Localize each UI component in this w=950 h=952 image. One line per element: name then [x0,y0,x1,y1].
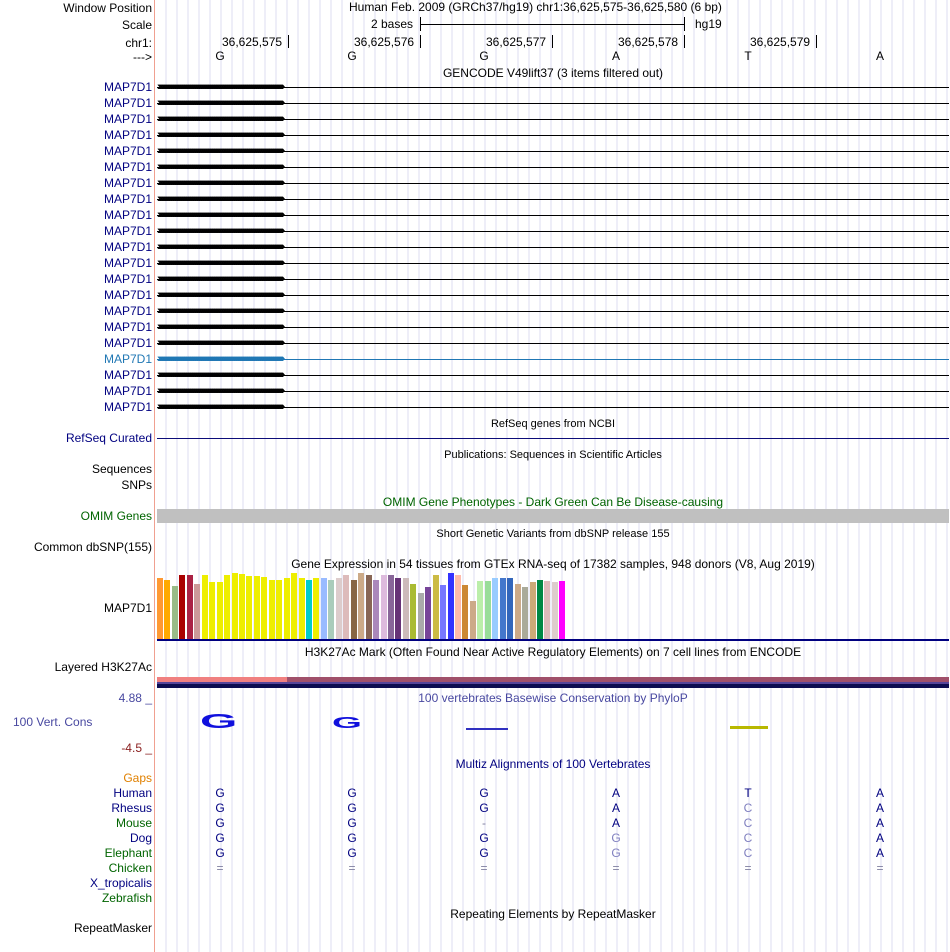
omim-track-label[interactable]: OMIM Genes [80,509,152,523]
strand-arrows: ››››››››››››››››››››››››››››››››››››››››››››››››››››››››››››››››››››››››››››››››››››››››››››››››››››››››››››››››››››››››››››››››››››››››››››››››››››››››››››››››››››››››››››››››››››››››››››› [157,369,283,381]
multiz-species-label[interactable]: Elephant [104,846,152,860]
publications-track-title[interactable]: Publications: Sequences in Scientific Articles [444,449,662,461]
scale-bar-text: 2 bases [371,17,414,31]
dna-base: T [744,49,752,63]
dna-base: A [611,49,620,63]
dna-base: G [215,49,225,63]
gtex-tissue-bar[interactable] [507,578,513,639]
gencode-gene-label[interactable]: MAP7D1 [103,336,152,350]
strand-arrows: ››››››››››››››››››››››››››››››››››››››››››››››››››››››››››››››››››››››››››››››››››››››››››››››››››››››››››››››››››››››››››››››››››››››››››››››››››››››››››››››››››››››››››››››››››››››››››››› [157,289,283,301]
gtex-tissue-bar[interactable] [552,582,558,639]
multiz-base: G [215,831,225,845]
gencode-gene-label[interactable]: MAP7D1 [103,144,152,158]
chrom-label: chr1: [125,36,152,50]
gencode-transcript[interactable] [157,224,949,240]
multiz-base: G [347,831,357,845]
strand-arrows: ››››››››››››››››››››››››››››››››››››››››››››››››››››››››››››››››››››››››››››››››››››››››››››››››››››››››››››››››››››››››››››››››››››››››››››››››››››››››››››››››››››››››››››››››››››››››››››› [157,113,283,125]
omim-gene-bar[interactable] [157,509,949,523]
phylop-logo-letter: G [332,715,362,732]
omim-track-title[interactable]: OMIM Gene Phenotypes - Dark Green Can Be Disease-causing [382,495,724,509]
gencode-gene-label[interactable]: MAP7D1 [103,160,152,174]
gencode-gene-label[interactable]: MAP7D1 [103,272,152,286]
gtex-tissue-bar[interactable] [381,575,387,639]
ruler-tick [420,35,421,48]
gencode-transcript[interactable] [157,352,949,368]
strand-arrows: ››››››››››››››››››››››››››››››››››››››››››››››››››››››››››››››››››››››››››››››››››››››››››››››››››››››››››››››››››››››››››››››››››››››››››››››››››››››››››››››››››››››››››››››››››››››››››››› [157,225,283,237]
multiz-base: G [215,801,225,815]
gtex-baseline [157,639,949,641]
h3k27ac-track-label[interactable]: Layered H3K27Ac [54,660,152,674]
multiz-base: A [875,816,884,830]
phylop-max-label: 4.88 _ [118,691,152,705]
gencode-transcript[interactable] [157,80,949,96]
gtex-tissue-bar[interactable] [440,585,446,639]
gtex-tissue-bar[interactable] [276,580,282,639]
gtex-tissue-bar[interactable] [284,578,290,639]
gencode-gene-label[interactable]: MAP7D1 [103,192,152,206]
multiz-base: C [743,801,753,815]
gtex-tissue-bar[interactable] [202,575,208,639]
multiz-species-label[interactable]: Mouse [115,816,152,830]
dna-base: G [347,49,357,63]
strand-arrows: ››››››››››››››››››››››››››››››››››››››››››››››››››››››››››››››››››››››››››››››››››››››››››››››››››››››››››››››››››››››››››››››››››››››››››››››››››››››››››››››››››››››››››››››››››››››››››››› [157,305,283,317]
multiz-base: A [875,801,884,815]
refseq-track-label[interactable]: RefSeq Curated [65,431,152,445]
multiz-base: C [743,816,753,830]
gtex-tissue-bar[interactable] [217,582,223,639]
multiz-species-label[interactable]: Dog [129,831,152,845]
multiz-base: G [347,786,357,800]
multiz-base: G [611,831,621,845]
strand-arrows: ››››››››››››››››››››››››››››››››››››››››››››››››››››››››››››››››››››››››››››››››››››››››››››››››››››››››››››››››››››››››››››››››››››››››››››››››››››››››››››››››››››››››››››››››››››››››››››› [157,257,283,269]
ruler-tick [552,35,553,48]
scale-db-label: hg19 [695,17,722,31]
gtex-tissue-bar[interactable] [351,580,357,639]
gencode-transcript[interactable] [157,192,949,208]
multiz-base: T [744,786,752,800]
multiz-base: A [611,816,620,830]
gencode-gene-label[interactable]: MAP7D1 [103,240,152,254]
multiz-base: A [611,801,620,815]
ruler-coordinate: 36,625,577 [486,35,547,49]
gtex-tissue-bar[interactable] [500,578,506,639]
gtex-tissue-bar[interactable] [313,578,319,639]
strand-arrows: ››››››››››››››››››››››››››››››››››››››››››››››››››››››››››››››››››››››››››››››››››››››››››››››››››››››››››››››››››››››››››››››››››››››››››››››››››››››››››››››››››››››››››››››››››››››››››››› [157,273,283,285]
gencode-transcript[interactable] [157,128,949,144]
gtex-tissue-bar[interactable] [492,578,498,639]
ruler-coordinate: 36,625,578 [618,35,679,49]
strand-arrows: ››››››››››››››››››››››››››››››››››››››››››››››››››››››››››››››››››››››››››››››››››››››››››››››››››››››››››››››››››››››››››››››››››››››››››››››››››››››››››››››››››››››››››››››››››››››››››››› [157,401,283,413]
multiz-species-label[interactable]: Rhesus [111,801,152,815]
gencode-gene-label[interactable]: MAP7D1 [103,208,152,222]
gtex-tissue-bar[interactable] [455,575,461,639]
gencode-gene-label[interactable]: MAP7D1 [103,400,152,414]
gtex-tissue-bar[interactable] [522,587,528,639]
multiz-base: - [482,816,486,830]
gtex-tissue-bar[interactable] [366,575,372,639]
gtex-tissue-bar[interactable] [477,581,483,639]
h3k27ac-track-title[interactable]: H3K27Ac Mark (Often Found Near Active Regulatory Elements) on 7 cell lines from ENCODE [304,645,802,659]
refseq-track-title[interactable]: RefSeq genes from NCBI [490,418,616,430]
gtex-tissue-bar[interactable] [388,575,394,639]
gencode-gene-label[interactable]: MAP7D1 [103,176,152,190]
gencode-gene-label[interactable]: MAP7D1 [103,128,152,142]
gtex-tissue-bar[interactable] [485,581,491,639]
ruler-coordinate: 36,625,576 [354,35,415,49]
multiz-base: G [347,801,357,815]
strand-arrows: ››››››››››››››››››››››››››››››››››››››››››››››››››››››››››››››››››››››››››››››››››››››››››››››››››››››››››››››››››››››››››››››››››››››››››››››››››››››››››››››››››››››››››››››››››››››››››››› [157,385,283,397]
gtex-tissue-bar[interactable] [373,580,379,639]
gtex-tissue-bar[interactable] [261,577,267,639]
refseq-gene-line[interactable] [157,438,949,439]
gtex-tissue-bar[interactable] [343,575,349,639]
gtex-tissue-bar[interactable] [194,584,200,639]
multiz-base: C [743,846,753,860]
gtex-tissue-bar[interactable] [254,576,260,639]
phylop-track-title[interactable]: 100 vertebrates Basewise Conservation by PhyloP [418,691,688,705]
gtex-tissue-bar[interactable] [224,575,230,639]
gtex-tissue-bar[interactable] [328,580,334,639]
multiz-gaps-label[interactable]: Gaps [123,771,152,785]
gtex-tissue-bar[interactable] [403,578,409,639]
multiz-base: G [479,846,489,860]
gencode-transcript[interactable] [157,112,949,128]
strand-arrows: ››››››››››››››››››››››››››››››››››››››››››››››››››››››››››››››››››››››››››››››››››››››››››››››››››››››››››››››››››››››››››››››››››››››››››››››››››››››››››››››››››››››››››››››››››››››››››››› [157,161,283,173]
publications-sequences-label[interactable]: Sequences [91,462,152,476]
gtex-tissue-bar[interactable] [157,578,163,639]
gtex-track-title[interactable]: Gene Expression in 54 tissues from GTEx RNA-seq of 17382 samples, 948 donors (V8, Aug 2019) [291,557,815,571]
gencode-transcript[interactable] [157,384,949,400]
gencode-transcript[interactable] [157,336,949,352]
strand-arrows: ››››››››››››››››››››››››››››››››››››››››››››››››››››››››››››››››››››››››››››››››››››››››››››››››››››››››››››››››››››››››››››››››››››››››››››››››››››››››››››››››››››››››››››››››››››››››››››› [157,353,283,365]
gtex-tissue-bar[interactable] [291,573,297,639]
gencode-gene-label[interactable]: MAP7D1 [103,112,152,126]
multiz-base: = [216,861,224,875]
strand-arrows: ››››››››››››››››››››››››››››››››››››››››››››››››››››››››››››››››››››››››››››››››››››››››››››››››››››››››››››››››››››››››››››››››››››››››››››››››››››››››››››››››››››››››››››››››››››››››››››› [157,241,283,253]
strand-arrows: ››››››››››››››››››››››››››››››››››››››››››››››››››››››››››››››››››››››››››››››››››››››››››››››››››››››››››››››››››››››››››››››››››››››››››››››››››››››››››››››››››››››››››››››››››››››››››››› [157,321,283,333]
strand-arrows: ››››››››››››››››››››››››››››››››››››››››››››››››››››››››››››››››››››››››››››››››››››››››››››››››››››››››››››››››››››››››››››››››››››››››››››››››››››››››››››››››››››››››››››››››››››››››››››› [157,97,283,109]
gencode-transcript[interactable] [157,240,949,256]
multiz-base: A [875,786,884,800]
multiz-base: A [875,846,884,860]
gencode-transcript[interactable] [157,256,949,272]
gtex-tissue-bar[interactable] [187,575,193,639]
multiz-base: G [215,786,225,800]
gtex-tissue-bar[interactable] [410,584,416,639]
gencode-transcript[interactable] [157,320,949,336]
dbsnp-track-label[interactable]: Common dbSNP(155) [33,540,152,554]
repeatmasker-track-label[interactable]: RepeatMasker [73,921,152,935]
gtex-tissue-bar[interactable] [462,585,468,639]
strand-arrows: ››››››››››››››››››››››››››››››››››››››››››››››››››››››››››››››››››››››››››››››››››››››››››››››››››››››››››››››››››››››››››››››››››››››››››››››››››››››››››››››››››››››››››››››››››››››››››››› [157,145,283,157]
multiz-base: G [611,846,621,860]
multiz-base: = [348,861,356,875]
dna-base: G [479,49,489,63]
gencode-gene-label[interactable]: MAP7D1 [103,352,152,366]
gtex-tissue-bar[interactable] [537,580,543,639]
gtex-tissue-bar[interactable] [232,573,238,639]
gtex-tissue-bar[interactable] [336,578,342,639]
dbsnp-track-title[interactable]: Short Genetic Variants from dbSNP release 155 [436,528,670,540]
ruler-tick [684,35,685,48]
phylop-track-label[interactable]: 100 Vert. Cons [13,715,93,729]
gencode-track-title[interactable]: GENCODE V49lift37 (3 items filtered out) [442,66,664,80]
phylop-min-label: -4.5 _ [121,741,152,755]
multiz-base: G [479,801,489,815]
gtex-expression-chart[interactable] [157,573,557,639]
multiz-base: A [611,786,620,800]
multiz-base: G [215,816,225,830]
gtex-tissue-bar[interactable] [470,601,476,639]
gtex-tissue-bar[interactable] [239,574,245,639]
gencode-gene-label[interactable]: MAP7D1 [103,96,152,110]
gencode-transcript[interactable] [157,144,949,160]
gencode-gene-label[interactable]: MAP7D1 [103,256,152,270]
multiz-base: = [612,861,620,875]
multiz-base: A [875,831,884,845]
phylop-low-mark [466,728,508,730]
gencode-gene-label[interactable]: MAP7D1 [103,304,152,318]
gencode-transcript[interactable] [157,208,949,224]
gtex-tissue-bar[interactable] [164,580,170,639]
gencode-transcript[interactable] [157,288,949,304]
gtex-tissue-bar[interactable] [433,575,439,639]
multiz-base: G [479,786,489,800]
gencode-transcript[interactable] [157,400,949,416]
gtex-tissue-bar[interactable] [530,582,536,639]
gtex-tissue-bar[interactable] [299,578,305,639]
gencode-gene-label[interactable]: MAP7D1 [103,320,152,334]
gencode-gene-label[interactable]: MAP7D1 [103,368,152,382]
multiz-base: = [744,861,752,875]
gencode-transcript[interactable] [157,304,949,320]
gencode-gene-label[interactable]: MAP7D1 [103,288,152,302]
multiz-species-label[interactable]: Human [113,786,152,800]
multiz-species-label[interactable]: Zebrafish [101,891,152,905]
dna-base: A [875,49,884,63]
phylop-logo-letter: G [200,711,238,733]
ruler-tick [816,35,817,48]
gtex-tissue-bar[interactable] [209,582,215,639]
h3k27ac-signal[interactable] [157,677,949,689]
multiz-base: C [743,831,753,845]
strand-arrows: ››››››››››››››››››››››››››››››››››››››››››››››››››››››››››››››››››››››››››››››››››››››››››››››››››››››››››››››››››››››››››››››››››››››››››››››››››››››››››››››››››››››››››››››››››››››››››››› [157,81,283,93]
gencode-gene-label[interactable]: MAP7D1 [103,224,152,238]
gtex-tissue-bar[interactable] [358,573,364,639]
gencode-transcript[interactable] [157,96,949,112]
strand-arrows: ››››››››››››››››››››››››››››››››››››››››››››››››››››››››››››››››››››››››››››››››››››››››››››››››››››››››››››››››››››››››››››››››››››››››››››››››››››››››››››››››››››››››››››››››››››››››››››› [157,209,283,221]
ruler-coordinate: 36,625,579 [750,35,811,49]
phylop-negative-mark [730,726,768,729]
multiz-species-label[interactable]: Chicken [108,861,152,875]
window-position-label: Window Position [63,1,152,15]
assembly-position-text: Human Feb. 2009 (GRCh37/hg19) chr1:36,625,575-36,625,580 (6 bp) [349,0,722,14]
gtex-tissue-bar[interactable] [425,587,431,639]
gencode-gene-label[interactable]: MAP7D1 [103,384,152,398]
gtex-tissue-bar[interactable] [418,593,424,639]
strand-arrows: ››››››››››››››››››››››››››››››››››››››››››››››››››››››››››››››››››››››››››››››››››››››››››››››››››››››››››››››››››››››››››››››››››››››››››››››››››››››››››››››››››››››››››››››››››››››››››››› [157,177,283,189]
gtex-tissue-bar[interactable] [448,573,454,639]
multiz-base: G [347,846,357,860]
scale-label: Scale [121,18,152,32]
multiz-base: G [479,831,489,845]
multiz-base: G [215,846,225,860]
multiz-track-title[interactable]: Multiz Alignments of 100 Vertebrates [455,757,651,771]
strand-arrow-label[interactable]: ---> [133,50,152,64]
gencode-transcript[interactable] [157,368,949,384]
gtex-track-label[interactable]: MAP7D1 [103,601,152,615]
gtex-tissue-bar[interactable] [544,581,550,639]
strand-arrows: ››››››››››››››››››››››››››››››››››››››››››››››››››››››››››››››››››››››››››››››››››››››››››››››››››››››››››››››››››››››››››››››››››››››››››››››››››››››››››››››››››››››››››››››››››››››››››››› [157,337,283,349]
gencode-transcript[interactable] [157,160,949,176]
gtex-tissue-bar[interactable] [395,578,401,639]
gtex-tissue-bar[interactable] [246,576,252,639]
scale-bar [420,17,685,31]
multiz-species-label[interactable]: X_tropicalis [89,876,152,890]
gtex-tissue-bar[interactable] [515,584,521,639]
strand-arrows: ››››››››››››››››››››››››››››››››››››››››››››››››››››››››››››››››››››››››››››››››››››››››››››››››››››››››››››››››››››››››››››››››››››››››››››››››››››››››››››››››››››››››››››››››››››››››››››› [157,129,283,141]
gencode-gene-label[interactable]: MAP7D1 [103,80,152,94]
gtex-tissue-bar[interactable] [269,580,275,639]
strand-arrows: ››››››››››››››››››››››››››››››››››››››››››››››››››››››››››››››››››››››››››››››››››››››››››››››››››››››››››››››››››››››››››››››››››››››››››››››››››››››››››››››››››››››››››››››››››››››››››››› [157,193,283,205]
publications-snps-label[interactable]: SNPs [121,478,152,492]
gencode-transcript[interactable] [157,176,949,192]
gencode-transcript[interactable] [157,272,949,288]
gtex-tissue-bar[interactable] [172,586,178,639]
label-column-divider [154,0,155,952]
gtex-tissue-bar[interactable] [559,581,565,639]
multiz-base: G [347,816,357,830]
gtex-tissue-bar[interactable] [306,580,312,639]
gtex-tissue-bar[interactable] [179,575,185,639]
ruler-coordinate: 36,625,575 [222,35,283,49]
gtex-tissue-bar[interactable] [321,578,327,639]
ruler-tick [288,35,289,48]
repeatmasker-track-title[interactable]: Repeating Elements by RepeatMasker [450,907,656,921]
multiz-base: = [480,861,488,875]
multiz-base: = [876,861,884,875]
